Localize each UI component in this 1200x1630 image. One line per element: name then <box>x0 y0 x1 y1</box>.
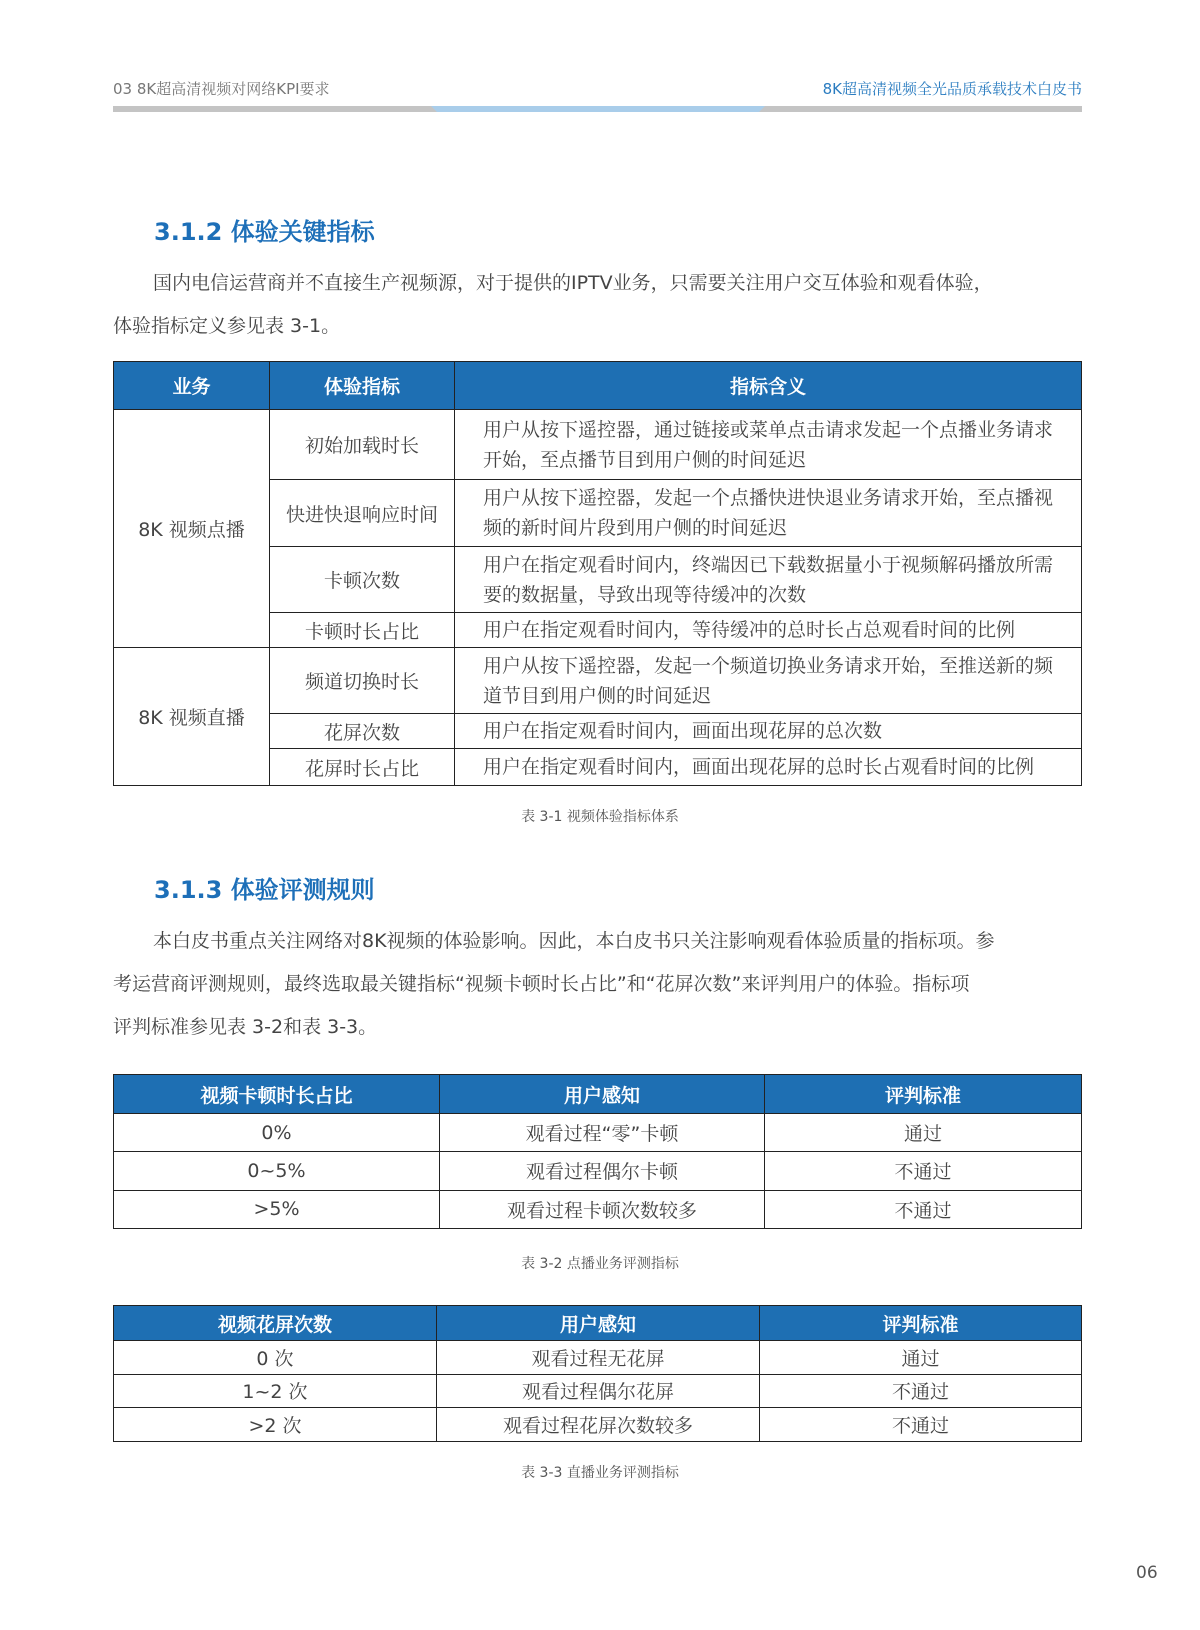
cell: 观看过程偶尔花屏 <box>437 1374 760 1408</box>
cell: 0~5% <box>114 1152 440 1190</box>
metric-cell: 花屏时长占比 <box>270 749 455 786</box>
paragraph-line: 体验指标定义参见表 3-1。 <box>113 315 341 337</box>
table-row <box>114 1114 1082 1152</box>
table-header-row <box>114 1306 1082 1341</box>
table-caption: 表 3-1 视频体验指标体系 <box>521 809 679 825</box>
meaning-cell: 用户在指定观看时间内，画面出现花屏的总时长占观看时间的比例 <box>455 749 1082 786</box>
section1-paragraph <box>113 262 1082 348</box>
cell: 不通过 <box>760 1374 1082 1408</box>
cell: 不通过 <box>765 1190 1082 1228</box>
metric-cell: 花屏次数 <box>270 714 455 749</box>
meaning-cell: 用户从按下遥控器，发起一个点播快进快退业务请求开始，至点播视频的新时间片段到用户侧的时间延迟 <box>455 480 1082 547</box>
metric-cell: 快进快退响应时间 <box>270 480 455 547</box>
cell: 不通过 <box>760 1408 1082 1442</box>
header-divider <box>113 106 1082 112</box>
paragraph-line: 考运营商评测规则，最终选取最关键指标“视频卡顿时长占比”和“花屏次数”来评判用户的体验。指标项 <box>113 973 970 995</box>
table-row <box>114 648 1082 714</box>
table-header-row <box>114 362 1082 410</box>
service-cell: 8K 视频点播 <box>114 410 270 648</box>
section2-paragraph <box>113 920 1082 1049</box>
column-header: 业务 <box>114 362 270 410</box>
table-row <box>114 1374 1082 1408</box>
section-heading-3-1-2: 3.1.2 体验关键指标 <box>154 218 375 246</box>
table-row <box>114 1341 1082 1375</box>
cell: >5% <box>114 1190 440 1228</box>
cell: 观看过程卡顿次数较多 <box>440 1190 765 1228</box>
table-row <box>114 410 1082 480</box>
running-header-title: 8K超高清视频全光品质承载技术白皮书 <box>822 80 1082 98</box>
table-row <box>114 1152 1082 1190</box>
table-row <box>114 1408 1082 1442</box>
table-caption: 表 3-2 点播业务评测指标 <box>521 1256 679 1272</box>
running-header-chapter: 03 8K超高清视频对网络KPI要求 <box>113 80 330 98</box>
table-row <box>114 1190 1082 1228</box>
column-header: 评判标准 <box>760 1306 1082 1341</box>
table-caption: 表 3-3 直播业务评测指标 <box>521 1465 679 1481</box>
section-heading-3-1-3: 3.1.3 体验评测规则 <box>154 876 375 904</box>
metric-cell: 卡顿时长占比 <box>270 613 455 648</box>
table-3-1 <box>113 361 1082 786</box>
cell: 1~2 次 <box>114 1374 437 1408</box>
column-header: 评判标准 <box>765 1075 1082 1114</box>
cell: >2 次 <box>114 1408 437 1442</box>
paragraph-line: 国内电信运营商并不直接生产视频源，对于提供的IPTV业务，只需要关注用户交互体验和观看体验， <box>153 272 993 294</box>
meaning-cell: 用户从按下遥控器，发起一个频道切换业务请求开始，至推送新的频道节目到用户侧的时间延迟 <box>455 648 1082 714</box>
cell: 观看过程偶尔卡顿 <box>440 1152 765 1190</box>
paragraph-line: 评判标准参见表 3-2和表 3-3。 <box>113 1016 378 1038</box>
column-header: 指标含义 <box>455 362 1082 410</box>
meaning-cell: 用户从按下遥控器，通过链接或菜单点击请求发起一个点播业务请求开始，至点播节目到用户侧的时间延迟 <box>455 410 1082 480</box>
column-header: 体验指标 <box>270 362 455 410</box>
column-header: 视频卡顿时长占比 <box>114 1075 440 1114</box>
cell: 0 次 <box>114 1341 437 1375</box>
cell: 不通过 <box>765 1152 1082 1190</box>
metric-cell: 初始加载时长 <box>270 410 455 480</box>
column-header: 用户感知 <box>440 1075 765 1114</box>
cell: 观看过程花屏次数较多 <box>437 1408 760 1442</box>
cell: 通过 <box>765 1114 1082 1152</box>
page-number: 06 <box>1136 1563 1158 1583</box>
meaning-cell: 用户在指定观看时间内，等待缓冲的总时长占总观看时间的比例 <box>455 613 1082 648</box>
column-header: 视频花屏次数 <box>114 1306 437 1341</box>
table-3-3 <box>113 1305 1082 1442</box>
cell: 0% <box>114 1114 440 1152</box>
meaning-cell: 用户在指定观看时间内，终端因已下载数据量小于视频解码播放所需要的数据量，导致出现等待缓冲的次数 <box>455 547 1082 613</box>
meaning-cell: 用户在指定观看时间内，画面出现花屏的总次数 <box>455 714 1082 749</box>
column-header: 用户感知 <box>437 1306 760 1341</box>
metric-cell: 频道切换时长 <box>270 648 455 714</box>
metric-cell: 卡顿次数 <box>270 547 455 613</box>
cell: 通过 <box>760 1341 1082 1375</box>
service-cell: 8K 视频直播 <box>114 648 270 786</box>
table-header-row <box>114 1075 1082 1114</box>
table-3-2 <box>113 1074 1082 1229</box>
paragraph-line: 本白皮书重点关注网络对8K视频的体验影响。因此，本白皮书只关注影响观看体验质量的指标项。参 <box>153 930 995 952</box>
cell: 观看过程“零”卡顿 <box>440 1114 765 1152</box>
cell: 观看过程无花屏 <box>437 1341 760 1375</box>
